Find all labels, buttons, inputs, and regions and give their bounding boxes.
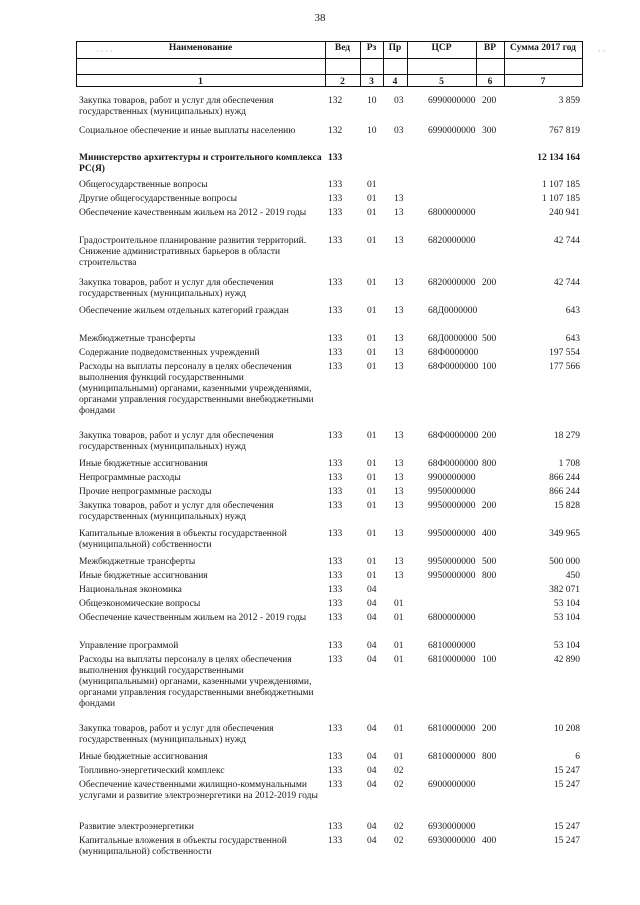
cell-vr: 800: [482, 752, 497, 762]
cell-ved: 133: [328, 780, 343, 790]
cell-pr: 13: [394, 278, 404, 288]
cell-ved: 133: [328, 529, 343, 539]
cell-sum: 15 247: [553, 766, 580, 776]
cell-name: Развитие электроэнергетики: [79, 822, 194, 832]
col-name-header: Наименование: [168, 43, 233, 53]
cell-ved: 133: [328, 822, 343, 832]
cell-pr: 02: [394, 822, 404, 832]
cell-csr: 6800000000: [428, 208, 476, 218]
cell-name: Социальное обеспечение и иные выплаты населению: [79, 126, 296, 136]
cell-sum: 42 744: [553, 236, 580, 246]
cell-sum: 643: [565, 306, 580, 316]
cell-pr: 03: [394, 126, 404, 136]
cell-csr: 9950000000: [428, 487, 476, 497]
col-number-7: 7: [540, 77, 546, 87]
cell-vr: 400: [482, 529, 497, 539]
cell-ved: 133: [328, 557, 343, 567]
cell-name: Общеэкономические вопросы: [79, 599, 201, 609]
cell-name: Обеспечение качественным жильем на 2012 - 2019 годы: [79, 208, 307, 218]
cell-csr: 6820000000: [428, 236, 476, 246]
cell-pr: 13: [394, 334, 404, 344]
cell-sum: 1 708: [558, 459, 580, 469]
cell-vr: 100: [482, 655, 497, 665]
cell-name: Иные бюджетные ассигнования: [79, 459, 208, 469]
cell-rz: 01: [367, 306, 377, 316]
cell-rz: 01: [367, 334, 377, 344]
cell-name: Расходы на выплаты персоналу в целях обеспечения выполнения функций государственными (муниципальными) органами, казенными учреждениями, органами управления государственными внебюджетными фондами: [79, 655, 314, 709]
cell-sum: 15 828: [553, 501, 580, 511]
cell-vr: 800: [482, 459, 497, 469]
cell-sum: 15 247: [553, 822, 580, 832]
cell-name: Министерство архитектуры и строительного комплекса РС(Я): [79, 153, 322, 174]
cell-pr: 02: [394, 836, 404, 846]
cell-pr: 13: [394, 487, 404, 497]
cell-name: Управление программой: [79, 641, 179, 651]
cell-ved: 133: [328, 431, 343, 441]
cell-csr: 6990000000: [428, 96, 476, 106]
cell-pr: 01: [394, 641, 404, 651]
col-vr-header: ВР: [483, 43, 497, 53]
cell-rz: 01: [367, 348, 377, 358]
cell-ved: 132: [328, 126, 343, 136]
cell-csr: 6800000000: [428, 613, 476, 623]
cell-name: Градостроительное планирование развития территорий. Снижение административных барьеров в области строительства: [79, 236, 307, 268]
cell-name: Закупка товаров, работ и услуг для обеспечения государственных (муниципальных) нужд: [79, 278, 274, 299]
cell-pr: 13: [394, 362, 404, 372]
cell-sum: 450: [565, 571, 580, 581]
cell-sum: 500 000: [549, 557, 580, 567]
cell-name: Другие общегосударственные вопросы: [79, 194, 237, 204]
cell-name: Общегосударственные вопросы: [79, 180, 208, 190]
cell-sum: 53 104: [553, 613, 580, 623]
cell-pr: 03: [394, 96, 404, 106]
cell-csr: 6930000000: [428, 836, 476, 846]
cell-sum: 1 107 185: [542, 180, 580, 190]
cell-ved: 133: [328, 655, 343, 665]
cell-vr: 500: [482, 334, 497, 344]
cell-csr: 68Д0000000: [428, 306, 478, 316]
cell-rz: 01: [367, 194, 377, 204]
cell-ved: 133: [328, 473, 343, 483]
cell-pr: 13: [394, 571, 404, 581]
cell-csr: 6810000000: [428, 724, 476, 734]
cell-rz: 01: [367, 473, 377, 483]
cell-ved: 133: [328, 194, 343, 204]
cell-name: Капитальные вложения в объекты государственной (муниципальной) собственности: [79, 529, 287, 550]
cell-rz: 04: [367, 822, 377, 832]
cell-pr: 01: [394, 724, 404, 734]
cell-sum: 643: [565, 334, 580, 344]
cell-name: Расходы на выплаты персоналу в целях обеспечения выполнения функций государственными (муниципальными) органами, казенными учреждениями, органами управления государственными внебюджетными фондами: [79, 362, 314, 416]
cell-rz: 01: [367, 487, 377, 497]
cell-name: Непрограммные расходы: [79, 473, 181, 483]
cell-sum: 349 965: [549, 529, 580, 539]
cell-pr: 01: [394, 599, 404, 609]
cell-pr: 13: [394, 306, 404, 316]
cell-csr: 6900000000: [428, 780, 476, 790]
cell-ved: 133: [328, 501, 343, 511]
cell-csr: 6990000000: [428, 126, 476, 136]
col-csr-header: ЦСР: [431, 43, 452, 53]
cell-rz: 04: [367, 724, 377, 734]
cell-sum: 53 104: [553, 599, 580, 609]
cell-rz: 04: [367, 752, 377, 762]
cell-sum: 177 566: [549, 362, 580, 372]
cell-ved: 133: [328, 752, 343, 762]
cell-rz: 10: [367, 126, 377, 136]
cell-ved: 133: [328, 599, 343, 609]
cell-sum: 240 941: [549, 208, 580, 218]
cell-csr: 68Ф0000000: [428, 431, 479, 441]
cell-ved: 133: [328, 306, 343, 316]
cell-pr: 13: [394, 473, 404, 483]
col-number-4: 4: [392, 77, 398, 87]
cell-name: Прочие непрограммные расходы: [79, 487, 212, 497]
cell-name: Иные бюджетные ассигнования: [79, 571, 208, 581]
cell-sum: 53 104: [553, 641, 580, 651]
cell-csr: 68Ф0000000: [428, 459, 479, 469]
cell-ved: 133: [328, 334, 343, 344]
cell-pr: 02: [394, 780, 404, 790]
cell-ved: 133: [328, 459, 343, 469]
cell-rz: 01: [367, 529, 377, 539]
cell-ved: 133: [328, 487, 343, 497]
cell-sum: 197 554: [549, 348, 580, 358]
page-number: 38: [314, 12, 326, 24]
cell-rz: 01: [367, 501, 377, 511]
cell-vr: 200: [482, 431, 497, 441]
col-number-5: 5: [439, 77, 444, 87]
cell-vr: 100: [482, 362, 497, 372]
cell-rz: 01: [367, 278, 377, 288]
col-sum-header: Сумма 2017 год: [510, 43, 576, 53]
cell-name: Закупка товаров, работ и услуг для обеспечения государственных (муниципальных) нужд: [79, 724, 274, 745]
cell-sum: 866 244: [549, 473, 580, 483]
cell-name: Закупка товаров, работ и услуг для обеспечения государственных (муниципальных) нужд: [79, 501, 274, 522]
cell-csr: 68Ф0000000: [428, 362, 479, 372]
cell-sum: 15 247: [553, 780, 580, 790]
col-number-2: 2: [340, 77, 345, 87]
cell-sum: 42 744: [553, 278, 580, 288]
col-rz-header: Рз: [366, 43, 377, 53]
cell-name: Топливно-энергетический комплекс: [79, 766, 225, 776]
cell-pr: 02: [394, 766, 404, 776]
cell-rz: 01: [367, 557, 377, 567]
cell-sum: 12 134 164: [537, 153, 580, 163]
cell-csr: 9950000000: [428, 501, 476, 511]
cell-ved: 133: [328, 348, 343, 358]
cell-csr: 6810000000: [428, 752, 476, 762]
cell-pr: 13: [394, 529, 404, 539]
cell-name: Обеспечение жильем отдельных категорий граждан: [79, 306, 289, 316]
cell-pr: 13: [394, 557, 404, 567]
cell-ved: 133: [328, 180, 343, 190]
cell-csr: 9950000000: [428, 571, 476, 581]
cell-sum: 42 890: [553, 655, 580, 665]
cell-vr: 200: [482, 96, 497, 106]
cell-rz: 01: [367, 362, 377, 372]
cell-vr: 400: [482, 836, 497, 846]
cell-rz: 04: [367, 836, 377, 846]
cell-name: Закупка товаров, работ и услуг для обеспечения государственных (муниципальных) нужд: [79, 96, 274, 117]
col-pr-header: Пр: [388, 43, 402, 53]
cell-pr: 01: [394, 613, 404, 623]
scan-speck: · · · ·: [96, 47, 113, 56]
col-ved-header: Вед: [334, 43, 351, 53]
cell-rz: 04: [367, 780, 377, 790]
cell-sum: 767 819: [549, 126, 580, 136]
cell-rz: 01: [367, 180, 377, 190]
cell-ved: 132: [328, 96, 343, 106]
cell-name: Закупка товаров, работ и услуг для обеспечения государственных (муниципальных) нужд: [79, 431, 274, 452]
cell-vr: 800: [482, 571, 497, 581]
cell-rz: 01: [367, 571, 377, 581]
cell-pr: 01: [394, 655, 404, 665]
cell-pr: 13: [394, 194, 404, 204]
cell-ved: 133: [328, 236, 343, 246]
cell-rz: 04: [367, 613, 377, 623]
cell-ved: 133: [328, 362, 343, 372]
cell-name: Содержание подведомственных учреждений: [79, 348, 260, 358]
cell-rz: 01: [367, 459, 377, 469]
cell-ved: 133: [328, 641, 343, 651]
cell-ved: 133: [328, 278, 343, 288]
cell-rz: 04: [367, 585, 377, 595]
cell-csr: 6810000000: [428, 641, 476, 651]
cell-pr: 13: [394, 431, 404, 441]
cell-name: Обеспечение качественными жилищно-коммунальными услугами и развитие электроэнергетики на 2012-2019 годы: [79, 780, 318, 801]
col-number-1: 1: [198, 77, 203, 87]
col-number-3: 3: [369, 77, 374, 87]
cell-sum: 1 107 185: [542, 194, 580, 204]
cell-csr: 9950000000: [428, 529, 476, 539]
cell-rz: 01: [367, 236, 377, 246]
cell-csr: 9950000000: [428, 557, 476, 567]
cell-sum: 18 279: [553, 431, 580, 441]
cell-sum: 6: [575, 752, 580, 762]
cell-rz: 04: [367, 599, 377, 609]
cell-pr: 13: [394, 501, 404, 511]
cell-ved: 133: [328, 571, 343, 581]
cell-pr: 13: [394, 348, 404, 358]
scan-speck: · ·: [598, 47, 606, 56]
cell-vr: 200: [482, 278, 497, 288]
cell-sum: 10 208: [553, 724, 580, 734]
cell-name: Обеспечение качественным жильем на 2012 - 2019 годы: [79, 613, 307, 623]
cell-sum: 382 071: [549, 585, 580, 595]
cell-ved: 133: [328, 766, 343, 776]
cell-name: Капитальные вложения в объекты государственной (муниципальной) собственности: [79, 836, 287, 857]
cell-ved: 133: [328, 585, 343, 595]
cell-rz: 01: [367, 431, 377, 441]
cell-name: Межбюджетные трансферты: [79, 557, 196, 567]
col-number-6: 6: [487, 77, 493, 87]
cell-pr: 01: [394, 752, 404, 762]
cell-rz: 01: [367, 208, 377, 218]
cell-ved: 133: [328, 208, 343, 218]
cell-ved: 133: [328, 836, 343, 846]
cell-csr: 6810000000: [428, 655, 476, 665]
cell-vr: 300: [482, 126, 497, 136]
cell-pr: 13: [394, 236, 404, 246]
cell-sum: 3 859: [558, 96, 580, 106]
cell-rz: 04: [367, 766, 377, 776]
cell-sum: 15 247: [553, 836, 580, 846]
cell-rz: 04: [367, 655, 377, 665]
table-header: [76, 41, 583, 87]
cell-ved: 133: [328, 613, 343, 623]
cell-vr: 200: [482, 501, 497, 511]
cell-csr: 68Ф0000000: [428, 348, 479, 358]
cell-rz: 04: [367, 641, 377, 651]
cell-csr: 6930000000: [428, 822, 476, 832]
cell-csr: 6820000000: [428, 278, 476, 288]
cell-ved: 133: [328, 724, 343, 734]
cell-rz: 10: [367, 96, 377, 106]
cell-vr: 200: [482, 724, 497, 734]
cell-ved: 133: [328, 153, 343, 163]
cell-name: Межбюджетные трансферты: [79, 334, 196, 344]
cell-pr: 13: [394, 208, 404, 218]
cell-sum: 866 244: [549, 487, 580, 497]
cell-csr: 9900000000: [428, 473, 476, 483]
cell-name: Национальная экономика: [79, 585, 182, 595]
cell-vr: 500: [482, 557, 497, 567]
cell-csr: 68Д0000000: [428, 334, 478, 344]
cell-pr: 13: [394, 459, 404, 469]
cell-name: Иные бюджетные ассигнования: [79, 752, 208, 762]
